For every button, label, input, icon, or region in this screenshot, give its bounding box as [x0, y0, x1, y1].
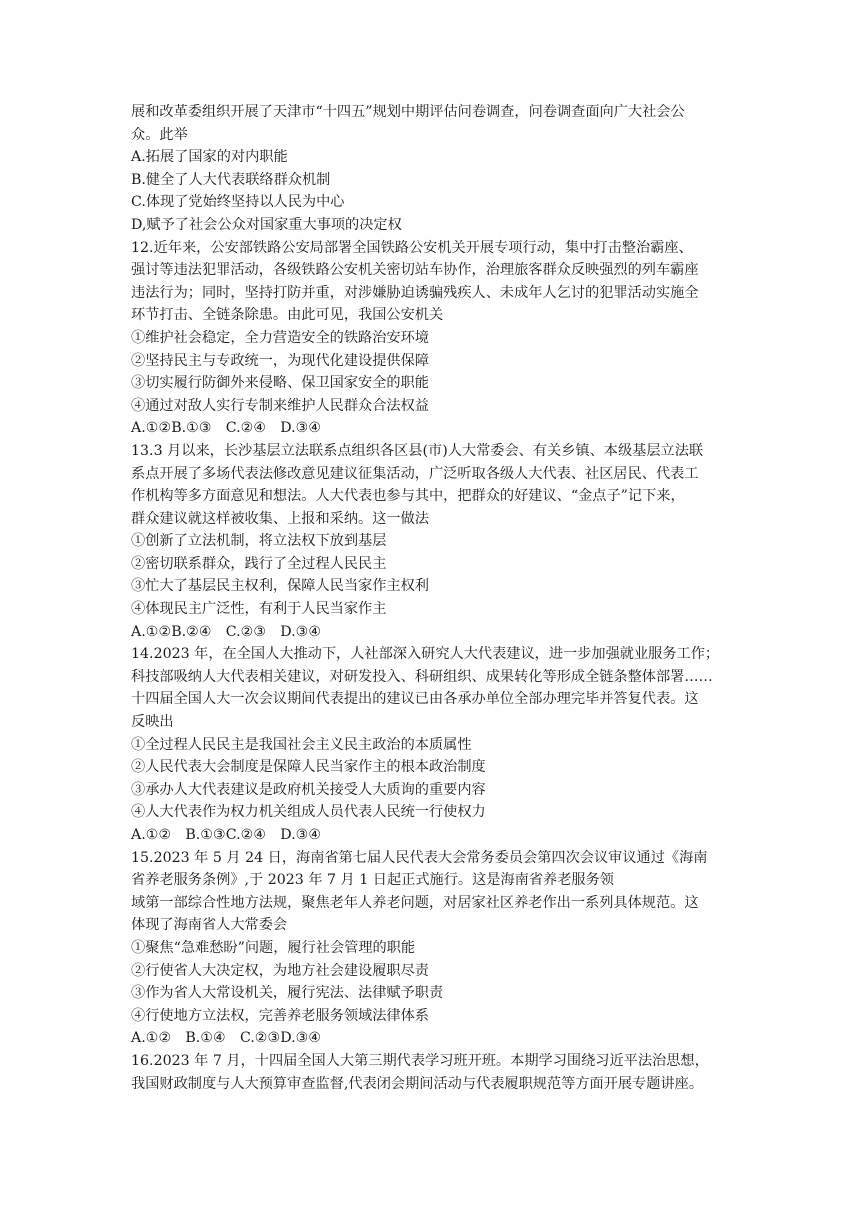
question-stem-line: 群众建议就这样被收集、上报和采纳。这一做法 [131, 510, 429, 527]
statement-item: ①创新了立法机制，将立法权下放到基层 [131, 533, 387, 550]
question-stem-line: 十四届全国人大一次会议期间代表提出的建议已由各承办单位全部办理完毕并答复代表。这 [131, 691, 699, 708]
document-page [131, 101, 743, 1095]
question-13 [131, 440, 743, 643]
question-11 [131, 101, 743, 237]
statement-item: ③承办人大代表建议是政府机关接受人大质询的重要内容 [131, 781, 486, 798]
question-stem-line: 12.近年来，公安部铁路公安局部署全国铁路公安机关开展专项行动，集中打击整治霸座、 [131, 239, 693, 256]
question-stem-line: 反映出 [131, 714, 174, 731]
question-stem-line: 省养老服务条例》,于 2023 年 7 月 1 日起正式施行。这是海南省养老服务领 [131, 872, 614, 889]
question-stem-line: 强讨等违法犯罪活动，各级铁路公安机关密切站车协作，治理旅客群众反映强烈的列车霸座 [131, 262, 699, 279]
option-b: B.健全了人大代表联络群众机制 [131, 171, 331, 188]
statement-item: ③忙大了基层民主权利，保障人民当家作主权利 [131, 578, 429, 595]
question-stem-line: 违法行为；同时，坚持打防并重，对涉嫌胁迫诱骗残疾人、未成年人乞讨的犯罪活动实施全 [131, 284, 699, 301]
option-c: C.体现了党始终坚持以人民为中心 [131, 194, 345, 211]
question-15 [131, 847, 743, 1050]
answer-options: A.①②B.①③ C.②④ D.③④ [131, 420, 322, 437]
option-a: A.拓展了国家的对内职能 [131, 149, 288, 166]
question-stem-line: 13.3 月以来，长沙基层立法联系点组织各区县(市)人大常委会、有关乡镇、本级基层立法联 [131, 442, 704, 459]
statement-item: ②密切联系群众，践行了全过程人民民主 [131, 555, 387, 572]
question-stem-line: 域第一部综合性地方法规，聚焦老年人养老问题，对居家社区养老作出一系列具体规范。这 [131, 894, 699, 911]
question-stem-line: 环节打击、全链条除患。由此可见，我国公安机关 [131, 307, 444, 324]
statement-item: ④行使地方立法权，完善养老服务领域法律体系 [131, 1007, 429, 1024]
question-16 [131, 1050, 743, 1095]
question-14 [131, 643, 743, 846]
option-d: D,赋予了社会公众对国家重大事项的决定权 [131, 216, 402, 233]
statement-item: ③切实履行防御外来侵略、保卫国家安全的职能 [131, 375, 429, 392]
statement-item: ①聚焦“急难愁盼”问题，履行社会管理的职能 [131, 939, 416, 956]
question-stem-line: 16.2023 年 7 月，十四届全国人大第三期代表学习班开班。本期学习围绕习近平法治思想， [131, 1052, 709, 1069]
question-stem-line: 15.2023 年 5 月 24 日，海南省第七届人民代表大会常务委员会第四次会议审议通过《海南 [131, 849, 708, 866]
statement-item: ②坚持民主与专政统一，为现代化建设提供保障 [131, 352, 429, 369]
statement-item: ①维护社会稳定，全力营造安全的铁路治安环境 [131, 329, 429, 346]
answer-options: A.①② B.①③C.②④ D.③④ [131, 827, 322, 843]
answer-options: A.①② B.①④ C.②③D.③④ [131, 1030, 322, 1047]
question-stem-line: 体现了海南省人大常委会 [131, 917, 288, 934]
question-stem-line: 科技部吸纳人大代表相关建议，对研发投入、科研组织、成果转化等形成全链条整体部署…… [131, 668, 713, 685]
question-stem-line: 众。此举 [131, 126, 188, 143]
question-stem-line: 作机构等多方面意见和想法。人大代表也参与其中，把群众的好建议、“金点子”记下来， [131, 488, 685, 505]
question-stem-line: 系点开展了多场代表法修改意见建议征集活动，广泛听取各级人大代表、社区居民、代表工 [131, 465, 699, 482]
statement-item: ④人大代表作为权力机关组成人员代表人民统一行使权力 [131, 804, 486, 821]
question-12 [131, 237, 743, 440]
question-stem-line: 14.2023 年，在全国人大推动下，人社部深入研究人大代表建议，进一步加强就业服务工作； [131, 646, 720, 663]
statement-item: ②人民代表大会制度是保障人民当家作主的根本政治制度 [131, 759, 486, 776]
question-stem-line: 展和改革委组织开展了天津市“十四五”规划中期评估问卷调查，问卷调查面向广大社会公 [131, 104, 685, 120]
statement-item: ④通过对敌人实行专制来维护人民群众合法权益 [131, 397, 429, 414]
statement-item: ①全过程人民民主是我国社会主义民主政治的本质属性 [131, 736, 472, 753]
statement-item: ②行使省人大决定权，为地方社会建设履职尽责 [131, 962, 429, 979]
question-stem-line: 我国财政制度与人大预算审查监督,代表闭会期间活动与代表履职规范等方面开展专题讲座。 [131, 1075, 704, 1092]
answer-options: A.①②B.②④ C.②③ D.③④ [131, 623, 322, 640]
statement-item: ③作为省人大常设机关，履行宪法、法律赋予职责 [131, 985, 444, 1002]
statement-item: ④体现民主广泛性，有利于人民当家作主 [131, 601, 387, 618]
